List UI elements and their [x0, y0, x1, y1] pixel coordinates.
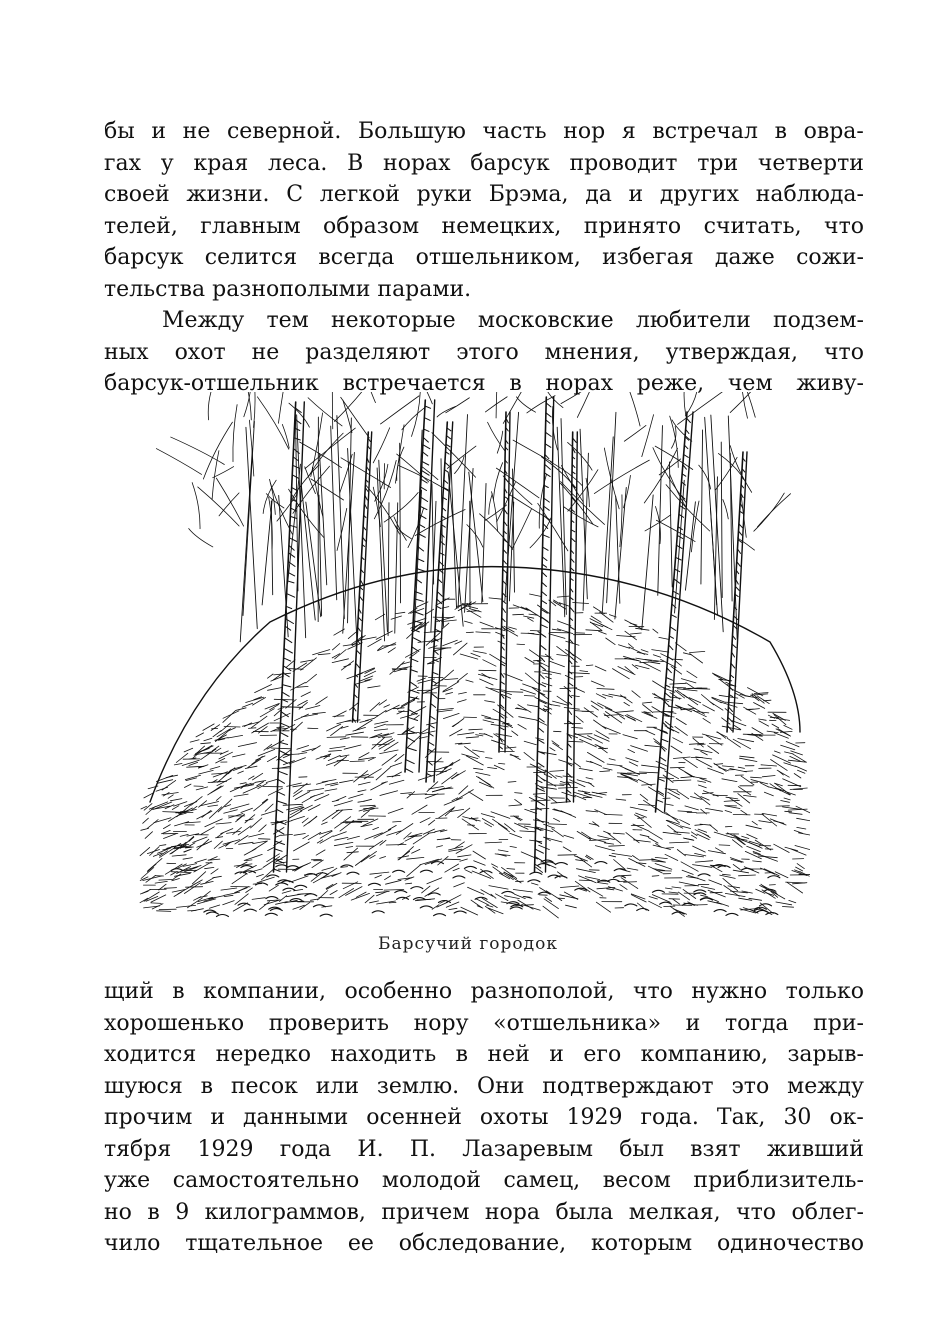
text-line: бы и не северной. Большую часть нор я встречал в овра-: [104, 119, 864, 144]
text-line: прочим и данными осенней охоты 1929 года. Так, 30 ок-: [104, 1105, 864, 1130]
text-line: телей, главным образом немецких, принято считать, что: [104, 213, 864, 239]
bottom-text-block: [104, 976, 864, 1260]
text-line: ных охот не разделяют этого мнения, утверждая, что: [104, 339, 864, 365]
text-line: чило тщательное ее обследование, которым одиночество: [104, 1231, 864, 1256]
text-line: гах у края леса. В норах барсук проводит три четверти: [104, 150, 864, 176]
text-line: щий в компании, особенно разнополой, что нужно только: [104, 979, 864, 1004]
text-line: тября 1929 года И. П. Лазаревым был взят живший: [104, 1136, 864, 1162]
text-line: шуюся в песок или землю. Они подтверждают это между: [104, 1073, 864, 1099]
text-line: своей жизни. С легкой руки Брэма, да и других наблюда-: [104, 182, 864, 207]
forest-illustration: [130, 392, 810, 922]
figure-caption: Барсучий городок: [378, 934, 558, 954]
text-line: но в 9 килограммов, причем нора была мелкая, что облег-: [104, 1199, 864, 1225]
text-line: Между тем некоторые московские любители подзем-: [162, 308, 864, 333]
text-line: хорошенько проверить нору «отшельника» и тогда при-: [104, 1010, 864, 1036]
text-line: барсук селится всегда отшельником, избегая даже сожи-: [104, 245, 864, 270]
top-text-block: [104, 116, 864, 400]
text-line: уже самостоятельно молодой самец, весом приблизитель-: [104, 1168, 864, 1193]
text-line: тельства разнополыми парами.: [104, 276, 472, 302]
text-line: барсук-отшельник встречается в норах реже, чем живу-: [104, 371, 864, 396]
text-line: ходится нередко находить в ней и его компанию, зарыв-: [104, 1042, 864, 1067]
